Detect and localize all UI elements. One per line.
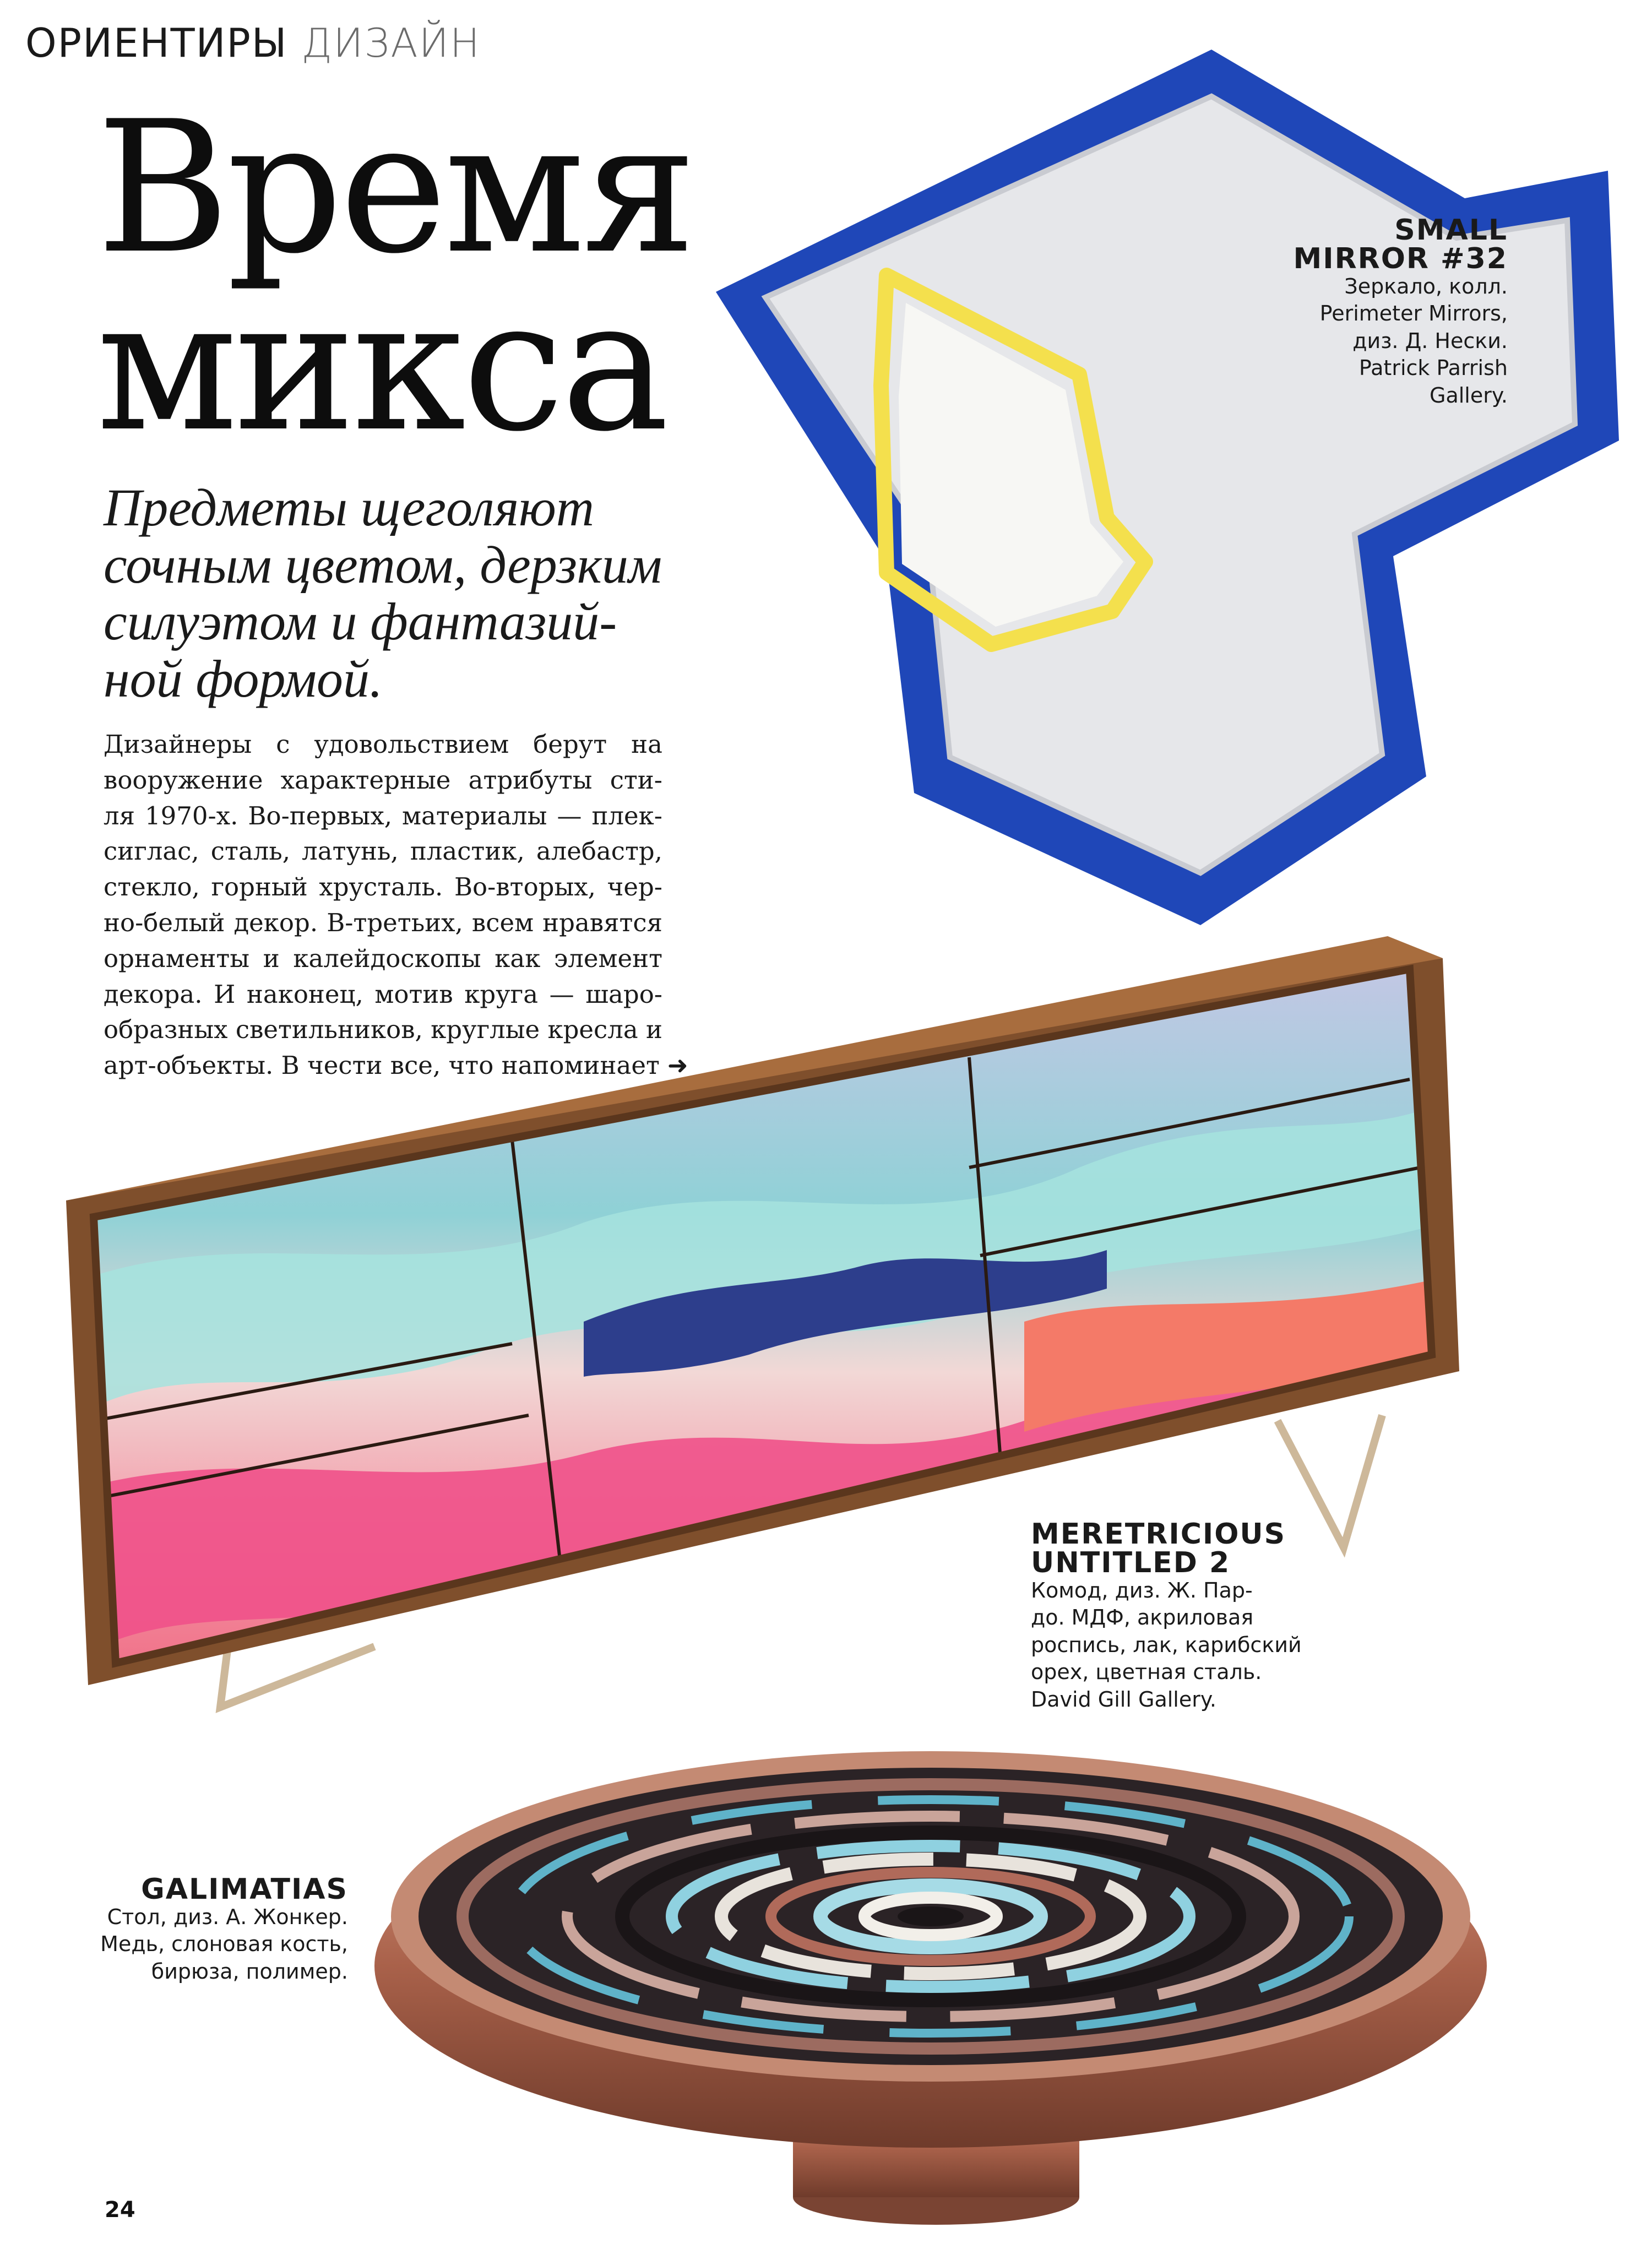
lead-line: сочным цветом, дерзким (104, 535, 662, 594)
caption-desc-line: Стол, диз. А. Жонкер. (107, 1905, 348, 1929)
category-label: ДИЗАЙН (301, 20, 481, 66)
lead-line: Предметы щеголяют (104, 478, 595, 537)
lead-line: силуэтом и фантазий- (104, 592, 617, 651)
caption-desc-line: роспись, лак, карибский (1031, 1632, 1302, 1657)
caption-desc-line: David Gill Gallery. (1031, 1687, 1216, 1712)
table-image (363, 1735, 1498, 2236)
sideboard-name (1031, 1520, 1302, 1577)
body-line: но-белый декор. В-третьих, всем нравятся (104, 908, 662, 937)
section-header (25, 20, 481, 66)
section-label: ОРИЕНТИРЫ (25, 20, 288, 66)
body-line: арт-объекты. В чести все, что напоминает (104, 1051, 660, 1080)
caption-name-line: GALIMATIAS (141, 1873, 348, 1906)
table-name (0, 1875, 348, 1904)
caption-name-line: MERETRICIOUS (1031, 1518, 1286, 1551)
sideboard-description (1031, 1577, 1302, 1713)
body-line: Дизайнеры с удовольствием берут на (104, 730, 662, 759)
mirror-name (1294, 216, 1508, 273)
caption-desc-line: Gallery. (1430, 383, 1508, 408)
page-number: 24 (105, 2197, 135, 2223)
table-caption (0, 1875, 348, 1985)
body-line: стекло, горный хрусталь. Во-вторых, чер- (104, 872, 662, 902)
sideboard-caption (1031, 1520, 1302, 1713)
caption-desc-line: диз. Д. Нески. (1352, 328, 1508, 353)
article-title (96, 82, 693, 472)
caption-desc-line: орех, цветная сталь. (1031, 1660, 1262, 1685)
title-line: микса (96, 260, 666, 472)
caption-desc-line: Комод, диз. Ж. Пар- (1031, 1578, 1253, 1602)
caption-name-line: UNTITLED 2 (1031, 1546, 1231, 1579)
body-line: ля 1970-х. Во-первых, материалы — плек- (104, 801, 662, 830)
body-line: вооружение характерные атрибуты сти- (104, 765, 662, 795)
body-line: сиглас, сталь, латунь, пластик, алебастр, (104, 836, 662, 866)
body-line: декора. И наконец, мотив круга — шаро- (104, 979, 662, 1009)
mirror-description (1294, 273, 1508, 409)
caption-desc-line: Зеркало, колл. (1344, 274, 1508, 298)
caption-desc-line: Perimeter Mirrors, (1319, 301, 1508, 326)
body-line: образных светильников, круглые кресла и (104, 1015, 662, 1045)
title-line: Время (96, 82, 693, 294)
caption-desc-line: бирюза, полимер. (151, 1959, 348, 1984)
mirror-image (705, 44, 1630, 969)
continue-arrow-icon: ➜ (667, 1051, 688, 1080)
mirror-caption (1294, 216, 1508, 409)
caption-name-line: MIRROR #32 (1293, 242, 1508, 275)
article-lead (104, 478, 662, 709)
caption-name-line: SMALL (1394, 214, 1508, 247)
caption-desc-line: Медь, слоновая кость, (100, 1932, 348, 1957)
caption-desc-line: Patrick Parrish (1358, 356, 1508, 381)
body-line: орнаменты и калейдоскопы как элемент (104, 943, 662, 973)
caption-desc-line: до. МДФ, акриловая (1031, 1605, 1254, 1630)
table-center (898, 1906, 964, 1926)
table-description (0, 1904, 348, 1985)
lead-line: ной формой. (104, 649, 383, 709)
